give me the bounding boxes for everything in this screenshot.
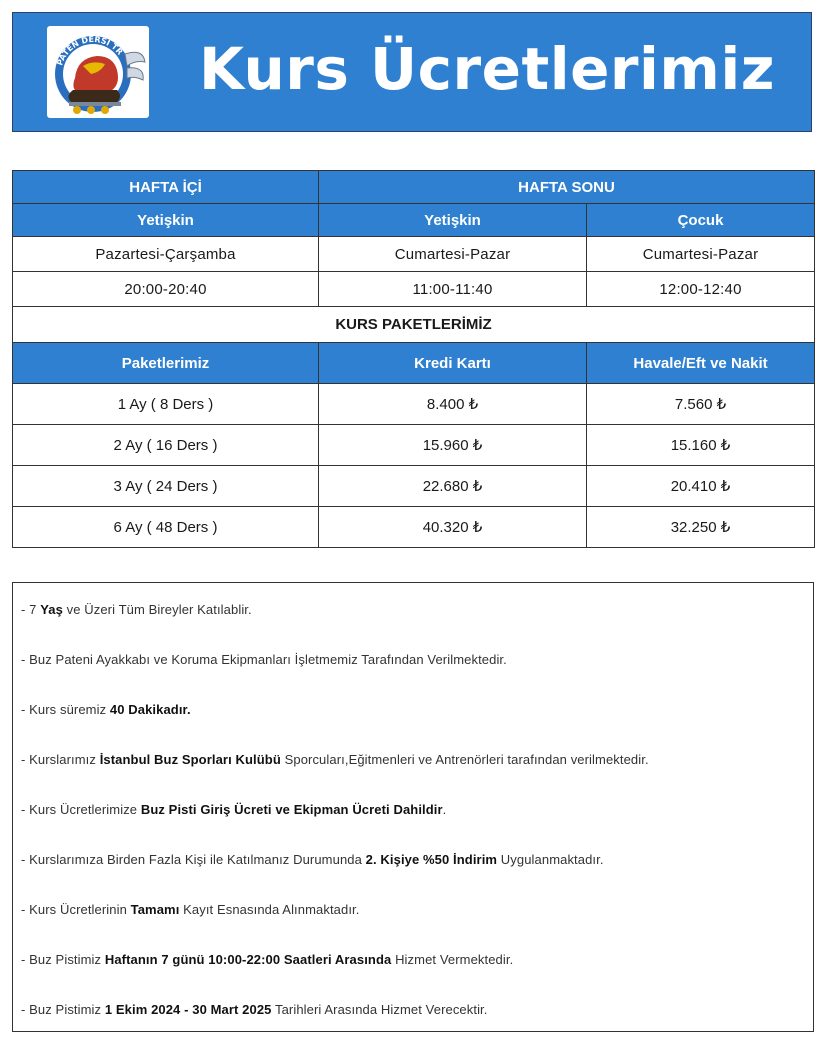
note-line (21, 702, 191, 717)
packages-title: KURS PAKETLERİMİZ (13, 307, 815, 343)
note-bold-text: Yaş (40, 602, 63, 617)
note-text: ve Üzeri Tüm Bireyler Katılablir. (62, 602, 252, 617)
note-text: - Buz Pateni Ayakkabı ve Koruma Ekipmanları İşletmemiz Tarafından Verilmektedir. (21, 652, 507, 667)
package-name: 6 Ay ( 48 Ders ) (13, 507, 319, 548)
logo-text: PATEN DERSİ TR (55, 34, 125, 67)
note-bold-text: İstanbul Buz Sporları Kulübü (99, 752, 281, 767)
card-price: 15.960 ₺ (319, 425, 587, 466)
note-text: - Kurs Ücretlerinin (21, 902, 131, 917)
note-text: . (442, 802, 447, 817)
time-cell: 11:00-11:40 (319, 272, 587, 307)
logo (47, 26, 149, 118)
package-name: 3 Ay ( 24 Ders ) (13, 466, 319, 507)
note-bold-text: 40 Dakikadır. (109, 702, 191, 717)
card-price: 22.680 ₺ (319, 466, 587, 507)
note-text: - Buz Pistimiz (21, 1002, 105, 1017)
note-line (21, 602, 252, 617)
cash-price: 15.160 ₺ (587, 425, 815, 466)
table-row (13, 507, 815, 548)
days-cell: Cumartesi-Pazar (319, 237, 587, 272)
note-text: - 7 (21, 602, 41, 617)
table-row (13, 466, 815, 507)
note-line (21, 952, 513, 967)
note-line (21, 652, 507, 667)
package-name: 1 Ay ( 8 Ders ) (13, 384, 319, 425)
days-cell: Pazartesi-Çarşamba (13, 237, 319, 272)
cash-price: 32.250 ₺ (587, 507, 815, 548)
note-text: Hizmet Vermektedir. (391, 952, 514, 967)
time-cell: 12:00-12:40 (587, 272, 815, 307)
note-text: - Kurs süremiz (21, 702, 110, 717)
weekend-header: HAFTA SONU (319, 171, 815, 204)
note-bold-text: Buz Pisti Giriş Ücreti ve Ekipman Ücreti Dahildir (140, 802, 443, 817)
note-text: - Buz Pistimiz (21, 952, 105, 967)
card-price: 8.400 ₺ (319, 384, 587, 425)
note-line (21, 752, 649, 767)
cash-price-header: Havale/Eft ve Nakit (587, 343, 815, 384)
note-bold-text: 2. Kişiye %50 İndirim (365, 852, 498, 867)
page-title: Kurs Ücretlerimiz (199, 35, 775, 103)
note-line (21, 1002, 487, 1017)
time-cell: 20:00-20:40 (13, 272, 319, 307)
note-text: Sporcuları,Eğitmenleri ve Antrenörleri tarafından verilmektedir. (280, 752, 649, 767)
table-row (13, 425, 815, 466)
note-text: Uygulanmaktadır. (497, 852, 604, 867)
note-line (21, 852, 604, 867)
note-bold-text: Haftanın 7 günü 10:00-22:00 Saatleri Arasında (104, 952, 392, 967)
package-name: 2 Ay ( 16 Ders ) (13, 425, 319, 466)
note-text: - Kurs Ücretlerimize (21, 802, 141, 817)
card-price: 40.320 ₺ (319, 507, 587, 548)
note-text: Tarihleri Arasında Hizmet Verecektir. (271, 1002, 488, 1017)
svg-text:PATEN DERSİ TR (55, 35, 124, 67)
table-row (13, 384, 815, 425)
header-banner (12, 12, 812, 132)
packages-header: Paketlerimiz (13, 343, 319, 384)
group-weekday-adult: Yetişkin (13, 204, 319, 237)
note-bold-text: 1 Ekim 2024 - 30 Mart 2025 (104, 1002, 272, 1017)
group-weekend-adult: Yetişkin (319, 204, 587, 237)
days-cell: Cumartesi-Pazar (587, 237, 815, 272)
info-box (12, 582, 814, 1032)
card-price-header: Kredi Kartı (319, 343, 587, 384)
note-text: Kayıt Esnasında Alınmaktadır. (179, 902, 360, 917)
course-table (12, 170, 815, 548)
note-line (21, 802, 446, 817)
note-line (21, 902, 359, 917)
note-text: - Kurslarımıza Birden Fazla Kişi ile Katılmanız Durumunda (21, 852, 366, 867)
cash-price: 7.560 ₺ (587, 384, 815, 425)
group-weekend-child: Çocuk (587, 204, 815, 237)
cash-price: 20.410 ₺ (587, 466, 815, 507)
note-bold-text: Tamamı (130, 902, 180, 917)
note-text: - Kurslarımız (21, 752, 100, 767)
weekday-header: HAFTA İÇİ (13, 171, 319, 204)
